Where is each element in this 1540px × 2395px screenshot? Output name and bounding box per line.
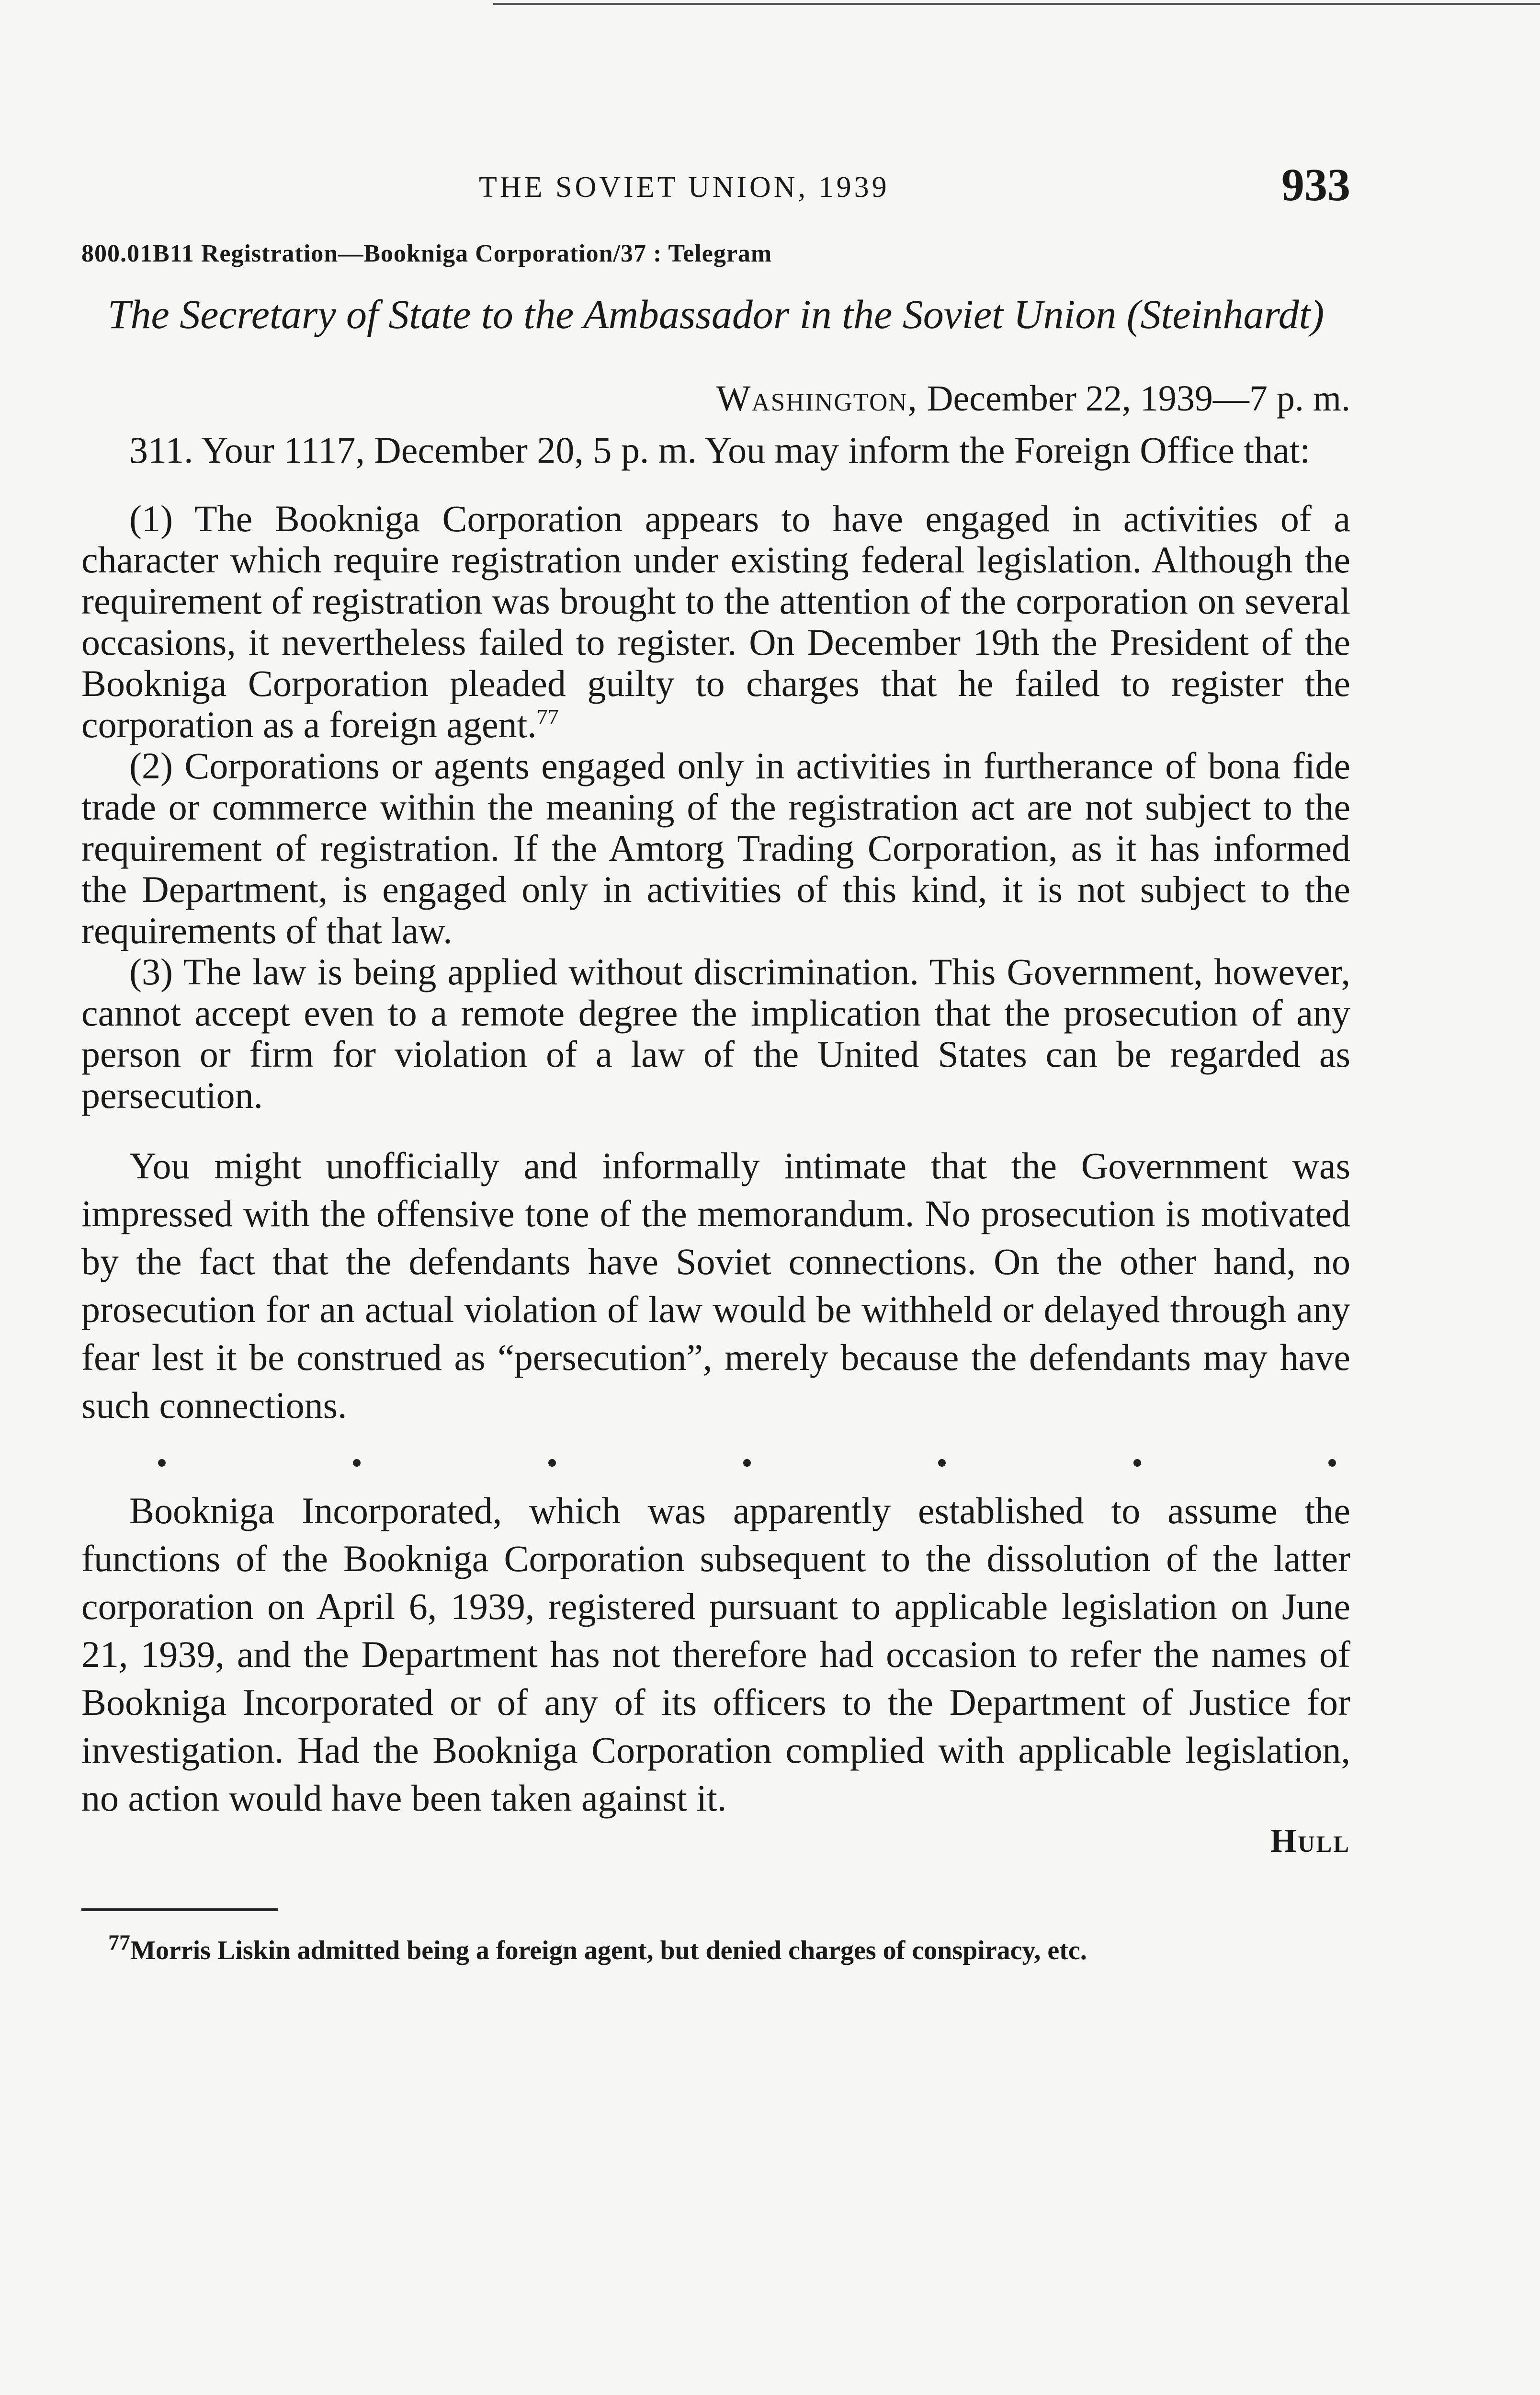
footnote-rule [81, 1908, 278, 1911]
opening-paragraph [81, 426, 1350, 474]
dateline-place: Washington, [716, 378, 918, 419]
opening-text: 311. Your 1117, December 20, 5 p. m. You may inform the Foreign Office that: [129, 429, 1311, 471]
page-content [81, 144, 1350, 1968]
scan-edge-line [493, 3, 1540, 5]
page-number: 933 [1281, 159, 1350, 210]
unofficial-text: You might unofficially and informally intimate that the Government was impressed with the offensive tone of the memorandum. No prosecution is motivated by the fact that the defendants have Soviet connections. On the other hand, no prosecution for an actual violation of law would be withheld or delayed through any fear lest it be construed as “persecution”, merely because the defendants may have such connections. [81, 1145, 1350, 1426]
point-1 [81, 498, 1350, 745]
point-2: (2) Corporations or agents engaged only in activities in furtherance of bona fide trade or commerce within the meaning of the registration act are not subject to the requirement of registration. If the Amtorg Trading Corporation, as it has informed the Department, is engaged only in activities of this kind, it is not subject to the requirements of that law. [81, 745, 1350, 951]
footnote-reference: 77 [536, 705, 559, 729]
document-title: The Secretary of State to the Ambassador in the Soviet Union (Steinhardt) [107, 291, 1325, 337]
running-head [81, 144, 1350, 216]
file-reference: 800.01B11 Registration—Bookniga Corporation/37 : Telegram [81, 240, 772, 267]
numbered-points [81, 498, 1350, 1116]
ellipsis-dot [938, 1459, 946, 1467]
ellipsis-dot [158, 1459, 166, 1467]
ellipsis-dot [353, 1459, 361, 1467]
dateline-date: December 22, 1939—7 p. m. [917, 378, 1350, 419]
footnote-marker: 77 [108, 1930, 130, 1955]
ellipsis-dot [548, 1459, 556, 1467]
incorporated-paragraph [81, 1487, 1350, 1822]
incorporated-text: Bookniga Incorporated, which was apparently established to assume the functions of the Bookniga Corporation subsequent to the dissolution of the latter corporation on April 6, 1939, registered pursuant to applicable legislation on June 21, 1939, and the Department has not therefore had occasion to refer the names of Bookniga Incorporated or of any of its officers to the Department of Justice for investigation. Had the Bookniga Corporation complied with applicable legislation, no action would have been taken against it. [81, 1490, 1350, 1819]
point-1-text: (1) The Bookniga Corporation appears to have engaged in activities of a character which require registration under existing federal legislation. Although the requirement of registration was brought to the attention of the corporation on several occasions, it nevertheless failed to register. On December 19th the President of the Bookniga Corporation pleaded guilty to charges that he failed to register the corporation as a foreign agent. [81, 498, 1350, 745]
ellipsis-dot [1133, 1459, 1141, 1467]
point-3: (3) The law is being applied without discrimination. This Government, however, cannot accept even to a remote degree the implication that the prosecution of any person or firm for violation of a law of the United States can be regarded as persecution. [81, 951, 1350, 1116]
dateline [81, 378, 1350, 420]
ellipsis-row [81, 1439, 1350, 1487]
footnote [81, 1930, 1350, 1968]
unofficial-paragraph [81, 1142, 1350, 1429]
ellipsis-dot [743, 1459, 751, 1467]
ellipsis-dot [1328, 1459, 1336, 1467]
footnote-text: Morris Liskin admitted being a foreign agent, but denied charges of conspiracy, etc. [130, 1936, 1087, 1965]
signature: Hull [1270, 1823, 1350, 1859]
running-title: THE SOVIET UNION, 1939 [479, 171, 890, 204]
